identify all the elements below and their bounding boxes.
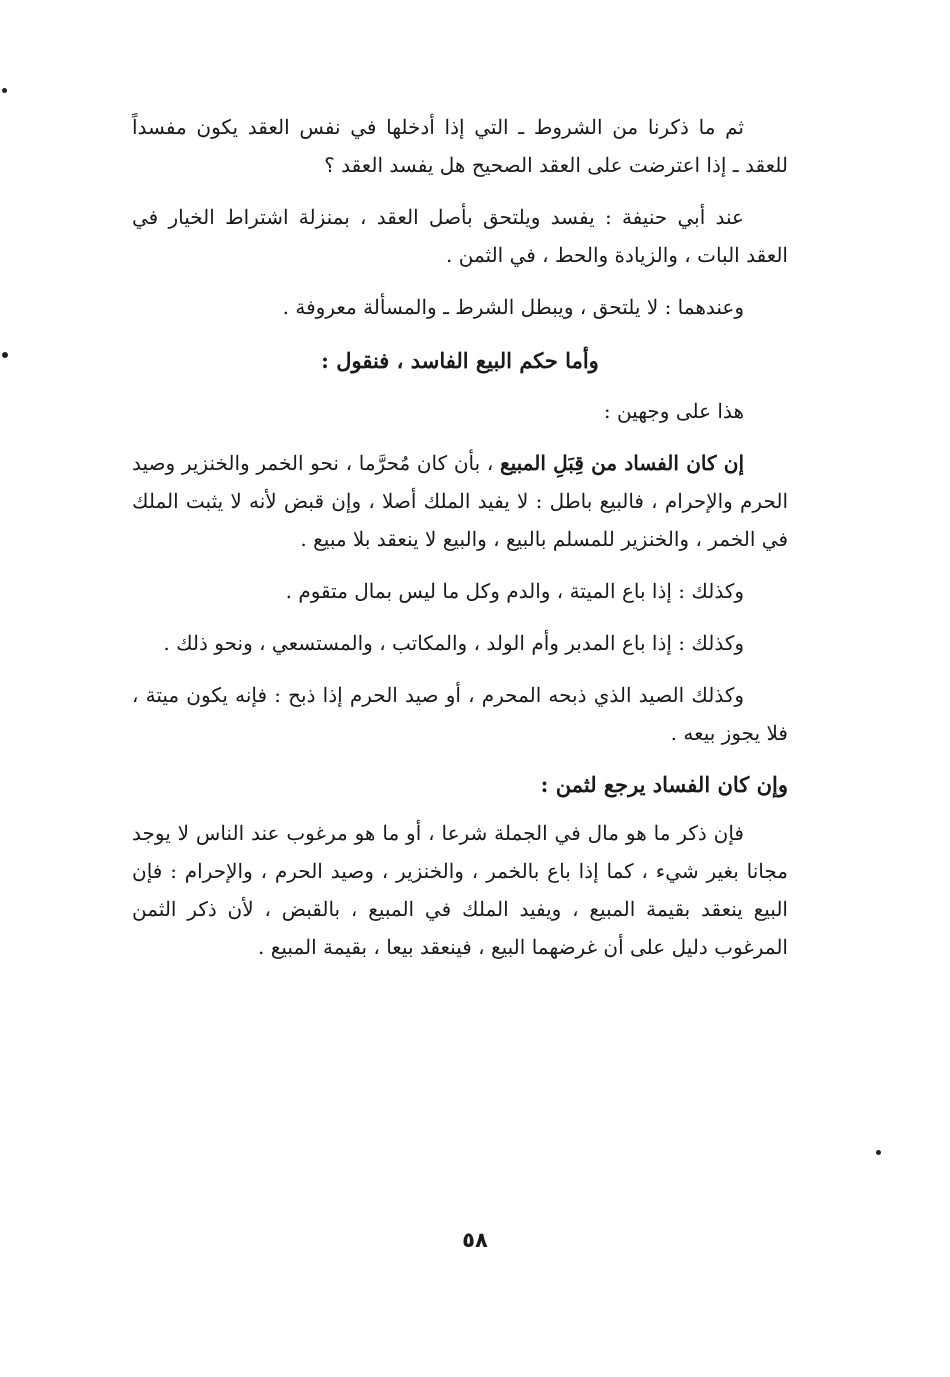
paragraph-4: هذا على وجهين : (603, 399, 744, 423)
paragraph-9: فإن ذكر ما هو مال في الجملة شرعا ، أو ما هو مرغوب عند الناس لا يوجد مجانا بغير شيء ، كما إذا باع بالخمر ، والخنزير ، وصيد الحرم ، والإحرام : فإن البيع ينعقد بقيمة المبيع ، ويفيد الملك في المبيع ، بالقبض ، لأن ذكر الثمن المرغوب دليل على أن غرضهما البيع ، فينعقد بيعا ، بقيمة المبيع . (132, 821, 788, 959)
section-heading-2: وإن كان الفساد يرجع لثمن : (540, 772, 788, 797)
paragraph-8: وكذلك الصيد الذي ذبحه المحرم ، أو صيد الحرم إذا ذبح : فإنه يكون ميتة ، فلا يجوز بيعه . (132, 683, 788, 745)
paragraph-5-body: ، بأن كان مُحرَّما ، نحو الخمر والخنزير وصيد الحرم والإحرام ، فالبيع باطل : لا يفيد الملك أصلا ، وإن قبض لأنه لا يثبت الملك في الخمر ، والخنزير للمسلم بالبيع ، والبيع لا ينعقد بلا مبيع . (132, 451, 788, 551)
section-heading-1: وأما حكم البيع الفاسد ، فنقول : (321, 348, 599, 373)
paragraph-5-lead: إن كان الفساد من قِبَلِ المبيع (499, 451, 745, 475)
paragraph-5 (132, 444, 788, 558)
scan-speck (2, 88, 7, 93)
scan-speck (2, 352, 8, 358)
page-body (132, 108, 788, 966)
paragraph-1: ثم ما ذكرنا من الشروط ـ التي إذا أدخلها في نفس العقد يكون مفسداً للعقد ـ إذا اعترضت على العقد الصحيح هل يفسد العقد ؟ (132, 115, 788, 177)
paragraph-7: وكذلك : إذا باع المدبر وأم الولد ، والمكاتب ، والمستسعي ، ونحو ذلك . (163, 631, 744, 655)
paragraph-3: وعندهما : لا يلتحق ، ويبطل الشرط ـ والمسألة معروفة . (282, 295, 744, 319)
paragraph-6: وكذلك : إذا باع الميتة ، والدم وكل ما ليس بمال متقوم . (285, 579, 744, 603)
page-number: ٥٨ (462, 1228, 488, 1252)
paragraph-2: عند أبي حنيفة : يفسد ويلتحق بأصل العقد ، بمنزلة اشتراط الخيار في العقد البات ، والزيادة والحط ، في الثمن . (132, 205, 788, 267)
scan-speck (876, 1150, 881, 1155)
